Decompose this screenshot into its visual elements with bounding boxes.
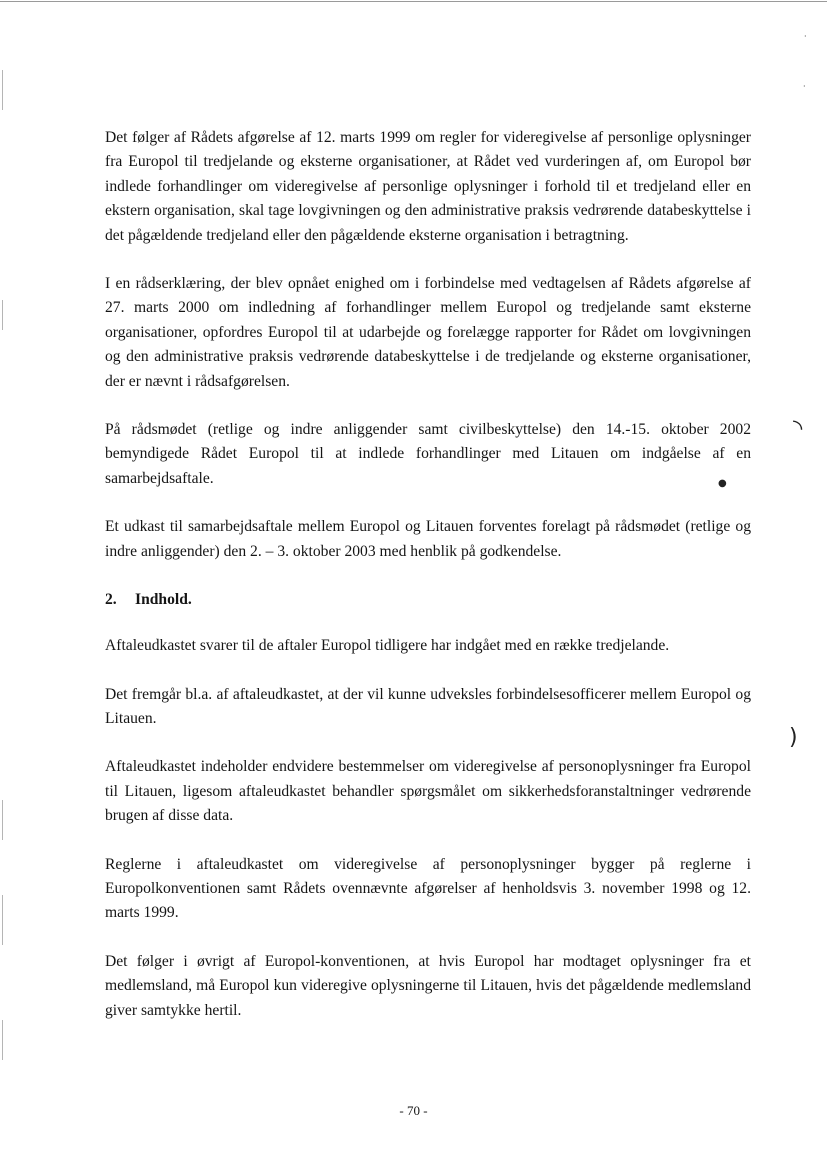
scan-speck: ·	[803, 82, 806, 91]
paragraph: På rådsmødet (retlige og indre anliggender samt civilbeskyttelse) den 14.-15. oktober 2002 bemyndigede Rådet Europol til at indlede forhandlinger med Litauen om indgåelse af en samarbejdsaftale.	[105, 421, 751, 487]
section-heading	[105, 588, 751, 612]
scan-speck: ◝	[793, 414, 803, 442]
scan-edge-mark	[2, 1020, 3, 1060]
paragraph: Et udkast til samarbejdsaftale mellem Europol og Litauen forventes forelagt på rådsmødet (retlige og indre anliggender) den 2. – 3. oktober 2003 med henblik på godkendelse.	[105, 518, 751, 560]
paragraph: I en rådserklæring, der blev opnået enighed om i forbindelse med vedtagelsen af Rådets afgørelse af 27. marts 2000 om indledning af forhandlinger mellem Europol og tredjelande samt eksterne organisationer, opfordres Europol til at udarbejde og forelægge rapporter for Rådet om lovgivningen og den administrative praksis vedrørende databeskyttelse i de tredjelande og eksterne organisationer, der er nævnt i rådsafgørelsen.	[105, 275, 751, 390]
scan-top-border	[0, 1, 827, 2]
scan-edge-mark	[2, 300, 3, 330]
section-number: 2.	[105, 591, 117, 609]
paragraph: Det følger af Rådets afgørelse af 12. marts 1999 om regler for videregivelse af personlige oplysninger fra Europol til tredjelande og eksterne organisationer, at Rådet ved vurderingen af, om Europol bør indlede forhandlinger om videregivelse af personlige oplysninger i forhold til et tredjeland eller en ekstern organisation, skal tage lovgivningen og den administrative praksis vedrørende databeskyttelse i det pågældende tredjeland eller den pågældende eksterne organisation i betragtning.	[105, 129, 751, 244]
scan-edge-mark	[2, 70, 3, 110]
paragraph: Det fremgår bl.a. af aftaleudkastet, at der vil kunne udveksles forbindelsesofficerer mellem Europol og Litauen.	[105, 685, 751, 727]
document-page	[105, 126, 751, 1047]
page-number: - 70 -	[399, 1103, 428, 1118]
scan-speck: )	[789, 725, 798, 750]
scan-edge-mark	[2, 895, 3, 945]
scan-speck: ·	[804, 32, 807, 41]
paragraph: Det følger i øvrigt af Europol-konventionen, at hvis Europol har modtaget oplysninger fra et medlemsland, må Europol kun videregive oplysningerne til Litauen, hvis det pågældende medlemsland giver samtykke hertil.	[105, 952, 751, 1019]
paragraph: Aftaleudkastet svarer til de aftaler Europol tidligere har indgået med en række tredjelande.	[105, 637, 670, 655]
section-title: Indhold.	[135, 591, 192, 609]
scan-speck: ●	[718, 478, 727, 489]
paragraph: Reglerne i aftaleudkastet om videregivelse af personoplysninger bygger på reglerne i Europolkonventionen samt Rådets ovennævnte afgørelser af henholdsvis 3. november 1998 og 12. marts 1999.	[105, 855, 751, 922]
scan-edge-mark	[2, 800, 3, 840]
paragraph: Aftaleudkastet indeholder endvidere bestemmelser om videregivelse af personoplysninger fra Europol til Litauen, ligesom aftaleudkastet behandler spørgsmålet om sikkerhedsforanstaltninger vedrørende brugen af disse data.	[105, 758, 751, 825]
